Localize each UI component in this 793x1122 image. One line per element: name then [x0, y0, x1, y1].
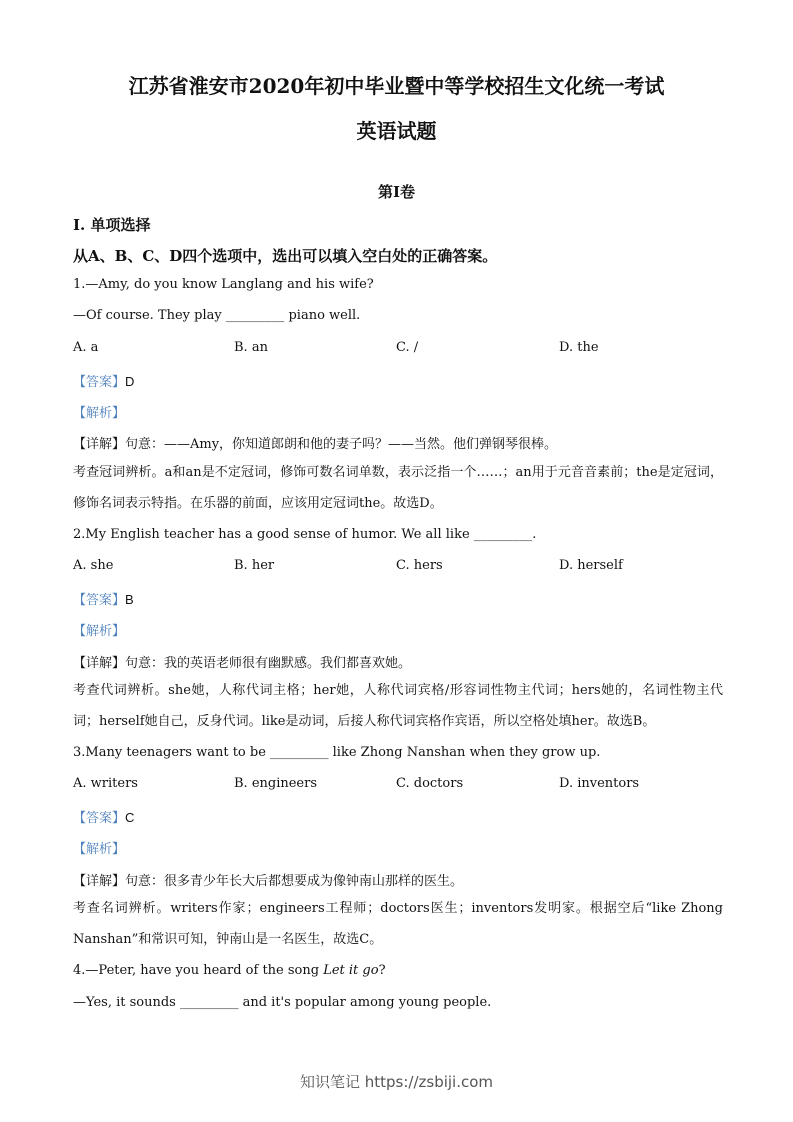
- footer-watermark: 知识笔记 https://zsbiji.com: [299, 1073, 494, 1091]
- q1-answer: [73, 371, 134, 390]
- q4-line2: —Yes, it sounds _________ and it's popular among young people.: [73, 995, 492, 1010]
- answer-label: 【答案】: [73, 593, 126, 608]
- q3-option-b: B. engineers: [234, 776, 318, 791]
- q2-line1: 2.My English teacher has a good sense of humor. We all like _________.: [73, 527, 537, 542]
- answer-label: 【答案】: [73, 811, 126, 826]
- q3-analysis-label: 【解析】: [73, 842, 126, 857]
- q4-line1-pre: 4.—Peter, have you heard of the song: [73, 963, 324, 978]
- q2-option-a: A. she: [73, 558, 114, 573]
- q2-explain: 考查代词辨析。she她，人称代词主格；her她，人称代词宾格/形容词性物主代词；hers她的，名词性物主代词；herself她自己，反身代词。like是动词，后接人称代词宾格作宾语，所以空格处填her。故选B。: [73, 683, 723, 729]
- q3-option-c: C. doctors: [396, 776, 464, 791]
- q4-line1-post: ?: [378, 963, 386, 978]
- q1-line2: —Of course. They play _________ piano well.: [73, 308, 361, 323]
- q1-line1: 1.—Amy, do you know Langlang and his wife?: [73, 277, 374, 292]
- q4-song-title: Let it go: [323, 963, 379, 978]
- q1-option-b: B. an: [234, 340, 268, 355]
- q2-option-c: C. hers: [396, 558, 443, 573]
- q2-analysis-label: 【解析】: [73, 624, 126, 639]
- answer-value: B: [125, 592, 134, 607]
- q3-line1: 3.Many teenagers want to be _________ like Zhong Nanshan when they grow up.: [73, 745, 601, 760]
- q3-answer: [73, 807, 134, 826]
- q4-line1: [73, 963, 386, 978]
- section-instruction: 从A、B、C、D四个选项中，选出可以填入空白处的正确答案。: [73, 247, 498, 265]
- q2-option-d: D. herself: [559, 558, 623, 573]
- q2-detail: 【详解】句意：我的英语老师很有幽默感。我们都喜欢她。: [73, 656, 412, 671]
- q3-detail: 【详解】句意：很多青少年长大后都想要成为像钟南山那样的医生。: [73, 874, 464, 889]
- q1-detail: 【详解】句意：——Amy，你知道郎朗和他的妻子吗？——当然。他们弹钢琴很棒。: [73, 437, 558, 452]
- q1-option-d: D. the: [559, 340, 599, 355]
- answer-value: C: [125, 810, 135, 825]
- answer-value: D: [125, 374, 135, 389]
- q1-explain: 考查冠词辨析。a和an是不定冠词，修饰可数名词单数，表示泛指一个……；an用于元音音素前；the是定冠词，修饰名词表示特指。在乐器的前面，应该用定冠词the。故选D。: [73, 465, 723, 511]
- q3-explain: 考查名词辨析。writers作家；engineers工程师；doctors医生；inventors发明家。根据空后“like Zhong Nanshan”和常识可知，钟南山是一名医生，故选C。: [73, 901, 723, 947]
- exam-subtitle: 英语试题: [356, 119, 437, 143]
- q3-option-d: D. inventors: [559, 776, 640, 791]
- answer-label: 【答案】: [73, 375, 126, 390]
- exam-title: 江苏省淮安市2020年初中毕业暨中等学校招生文化统一考试: [128, 74, 665, 98]
- volume-heading: 第I卷: [377, 183, 416, 201]
- q3-option-a: A. writers: [73, 776, 138, 791]
- section-heading: I. 单项选择: [73, 216, 151, 234]
- q2-option-b: B. her: [234, 558, 275, 573]
- q1-analysis-label: 【解析】: [73, 406, 126, 421]
- q1-option-a: A. a: [73, 340, 99, 355]
- q2-answer: [73, 589, 134, 608]
- q1-option-c: C. /: [396, 340, 419, 355]
